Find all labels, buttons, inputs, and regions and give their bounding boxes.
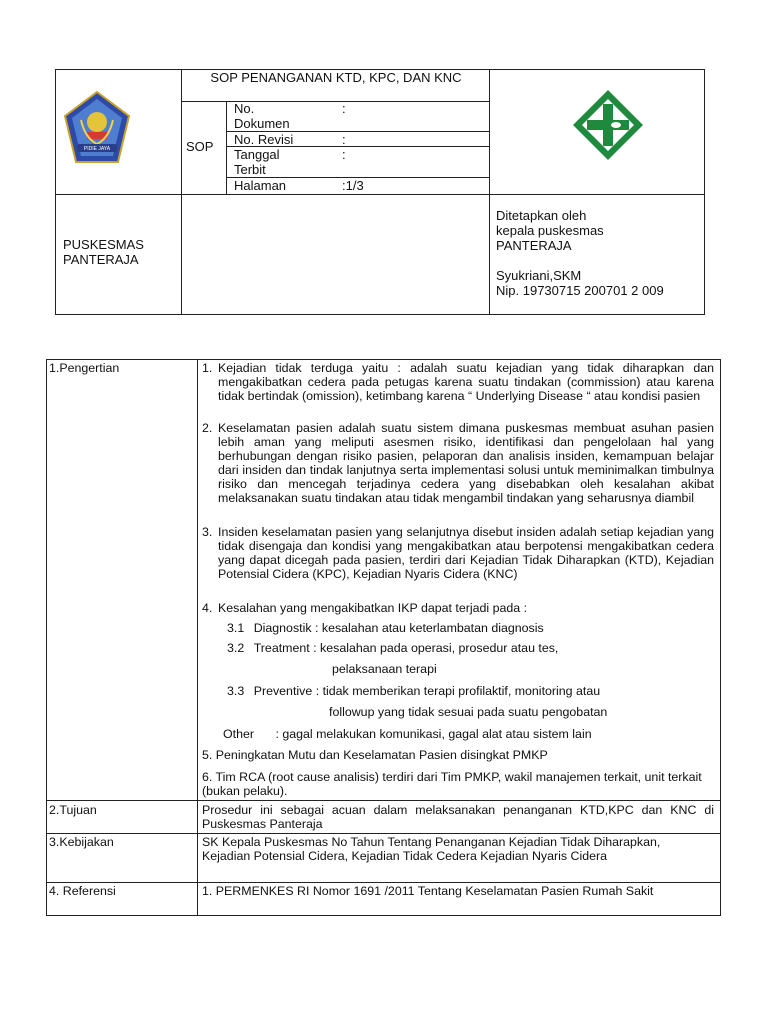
sop-label: SOP [186, 139, 214, 154]
sub-item-desc: : tidak memberikan terapi profilaktif, monitoring atau [315, 684, 601, 698]
logo-text: PIDIE JAYA [83, 146, 111, 152]
approver-nip: Nip. 19730715 200701 2 009 [496, 283, 664, 298]
section-label-kebijakan: 3.Kebijakan [49, 835, 114, 849]
sub-item-name: Diagnostik [253, 621, 312, 635]
organization-name: PUSKESMAS PANTERAJA [63, 237, 144, 267]
approval-line-2: kepala puskesmas [496, 223, 604, 238]
document-title: SOP PENANGANAN KTD, KPC, DAN KNC [210, 70, 462, 85]
field-label-halaman: Halaman [234, 178, 287, 193]
field-value-no-revisi: : [342, 132, 346, 147]
sub-item-name: Other [223, 727, 254, 741]
list-item-5: 5. Peningkatan Mutu dan Keselamatan Pasien disingkat PMKP [202, 748, 548, 762]
approval-line-1: Ditetapkan oleh [496, 208, 587, 223]
kebijakan-text: SK Kepala Puskesmas No Tahun Tentang Penanganan Kejadian Tidak Diharapkan, Kejadian Potensial Cidera, Kejadian Tidak Cedera Kejadian Nyaris Cidera [202, 835, 661, 863]
sub-item-preventive [227, 684, 707, 698]
sub-item-treatment-cont: pelaksanaan terapi [332, 662, 437, 676]
list-item-number: 2. [202, 421, 213, 435]
approval-line-3: PANTERAJA [496, 238, 572, 253]
sub-item-name: Preventive [253, 684, 313, 698]
field-value-halaman: :1/3 [342, 178, 364, 193]
section-label-tujuan: 2.Tujuan [49, 803, 97, 817]
sub-item-number: 3.2 [227, 641, 245, 655]
sub-item-preventive-cont: followup yang tidak sesuai pada suatu pengobatan [329, 705, 608, 719]
list-item-text: Keselamatan pasien adalah suatu sistem dimana puskesmas membuat asuhan pasien lebih aman yang meliputi asesmen risiko, identifikasi dan pengelolaan hal yang berhubungan dengan risiko pasien, pelaporan dan analisis insiden, kemampuan belajar dari insiden dan tindak lanjutnya serta implementasi solusi untuk meminimalkan timbulnya risiko dan mencegah terjadinya cedera yang disebabkan oleh kesalahan akibat melaksanakan suatu tindakan atau tidak mengambil tindakan yang seharusnya diambil [218, 421, 714, 505]
list-item-text: Kesalahan yang mengakibatkan IKP dapat terjadi pada : [218, 601, 528, 615]
field-value-tanggal-terbit: : [342, 147, 346, 162]
list-item [202, 601, 714, 615]
district-logo [63, 90, 131, 170]
sub-item-diagnostik [227, 621, 707, 635]
sub-item-name: Treatment [253, 641, 310, 655]
list-item-number: 3. [202, 525, 213, 539]
sub-item-desc: : kesalahan pada operasi, prosedur atau tes, [313, 641, 559, 655]
section-label-pengertian: 1.Pengertian [49, 361, 120, 375]
sub-item-number: 3.3 [227, 684, 245, 698]
list-item-number: 4. [202, 601, 213, 615]
approver-name: Syukriani,SKM [496, 268, 582, 283]
list-item-number: 1. [202, 361, 213, 375]
section-label-referensi: 4. Referensi [49, 884, 116, 898]
list-item-text: Kejadian tidak terduga yaitu : adalah suatu kejadian yang tidak diharapkan dan mengakibatkan cedera pada petugas karena suatu tindakan (commission) atau karena tidak bertindak (omission), ketimbang karena “ Underlying Disease “ atau kondisi pasien [218, 361, 714, 403]
tujuan-text: Prosedur ini sebagai acuan dalam melaksanakan penanganan KTD,KPC dan KNC di Puskesmas Panteraja [202, 803, 714, 831]
sub-item-desc: : kesalahan atau keterlambatan diagnosis [315, 621, 544, 635]
puskesmas-logo [569, 86, 647, 164]
sub-item-desc: : gagal melakukan komunikasi, gagal alat atau sistem lain [275, 727, 592, 741]
list-item-6: 6. Tim RCA (root cause analisis) terdiri dari Tim PMKP, wakil manajemen terkait, unit terkait (bukan pelaku). [202, 770, 702, 798]
document-header-table [55, 69, 705, 315]
field-label-no-revisi: No. Revisi [234, 132, 294, 147]
referensi-text: 1. PERMENKES RI Nomor 1691 /2011 Tentang Keselamatan Pasien Rumah Sakit [202, 884, 654, 898]
field-label-tanggal-terbit: Tanggal Terbit [234, 147, 280, 177]
list-item [202, 525, 714, 581]
list-item-text: Insiden keselamatan pasien yang selanjutnya disebut insiden adalah setiap kejadian yang tidak disengaja dan kondisi yang mengakibatkan atau berpotensi mengakibatkan cedera yang dapat dicegah pada pasien, terdiri dari Kejadian Tidak Diharapkan (KTD), Kejadian Potensial Cidera (KPC), Kejadian Nyaris Cidera (KNC) [218, 525, 714, 581]
sub-item-other [223, 727, 713, 741]
field-label-no-dokumen: No. Dokumen [234, 101, 290, 131]
sub-item-number: 3.1 [227, 621, 245, 635]
list-item [202, 361, 714, 403]
list-item [202, 421, 714, 505]
sub-item-treatment [227, 641, 707, 655]
field-value-no-dokumen: : [342, 101, 346, 116]
approval-block [496, 208, 701, 298]
